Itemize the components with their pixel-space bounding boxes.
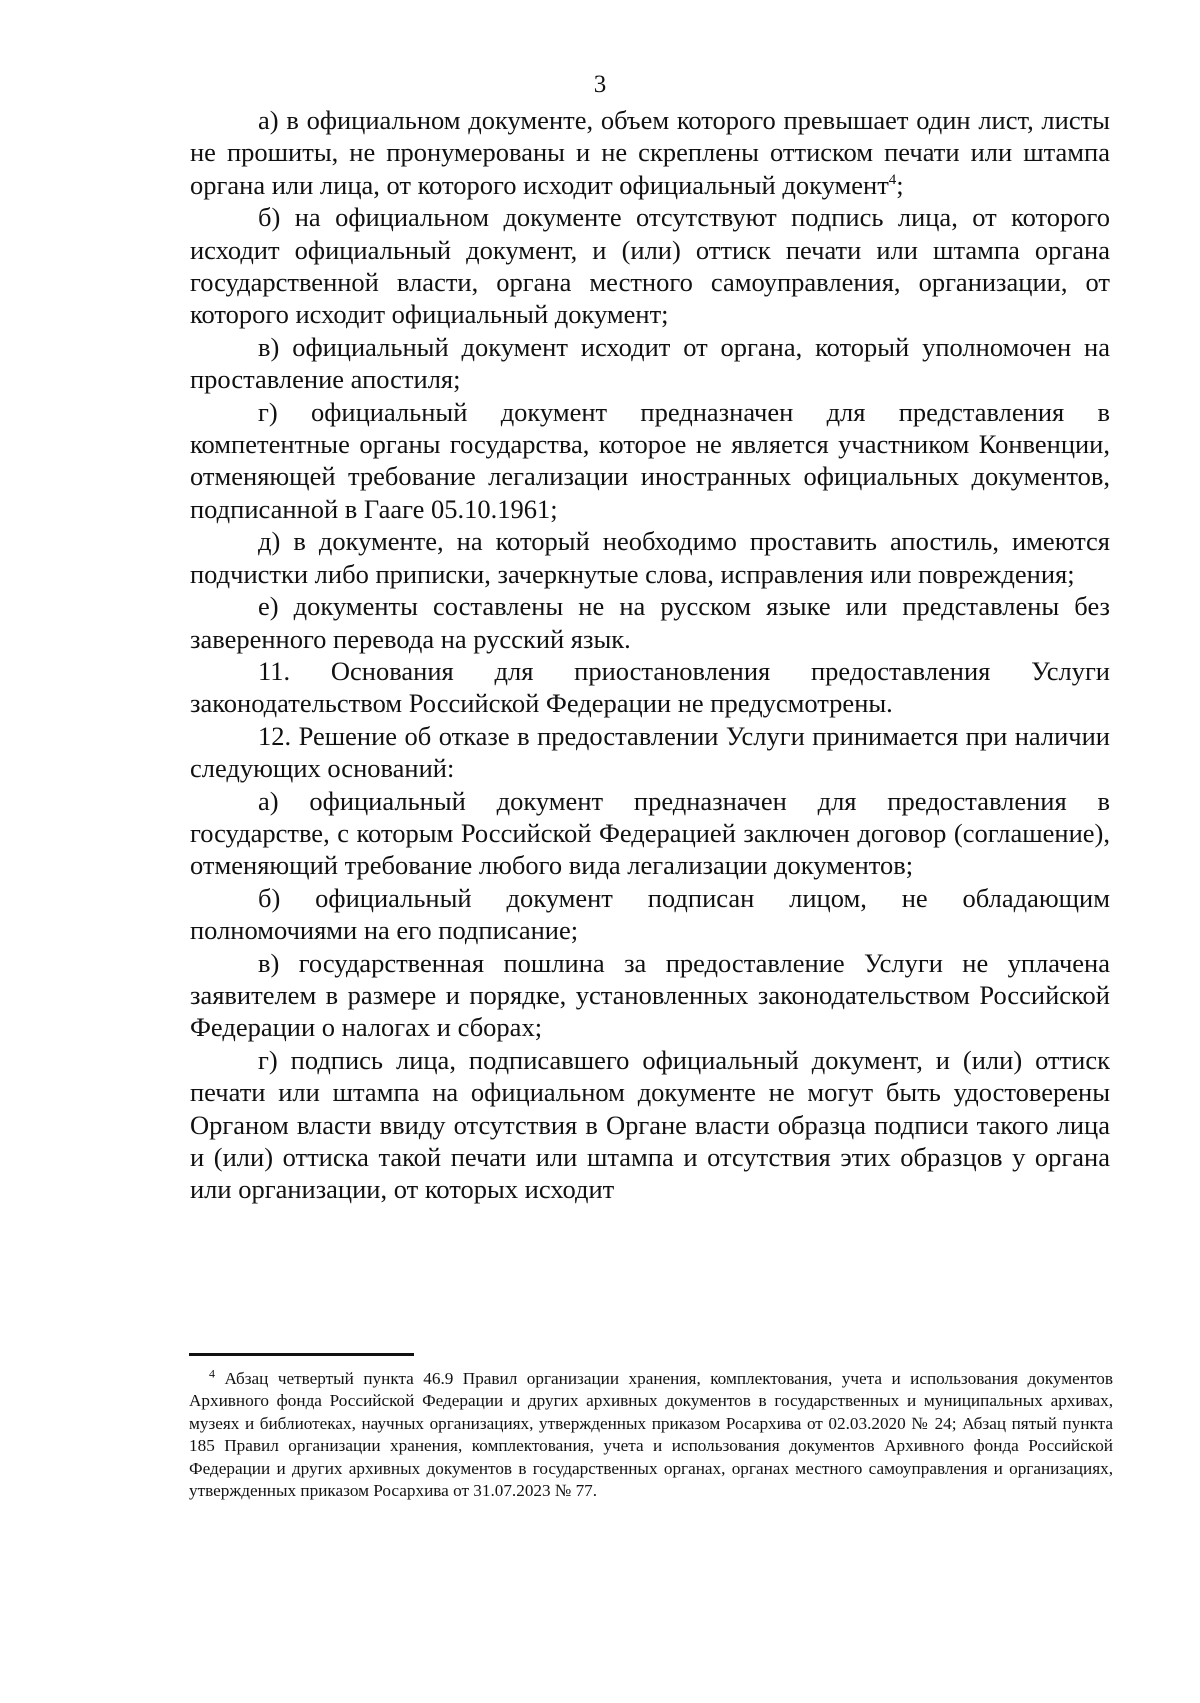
footnote	[189, 1368, 1113, 1502]
body-text	[190, 104, 1110, 1206]
footnote-divider	[189, 1353, 414, 1356]
paragraph-tail: ;	[896, 169, 904, 200]
page-number: 3	[593, 71, 607, 98]
paragraph-12a: а) официальный документ предназначен для предоставления в государстве, с которым Российской Федерацией заключен договор (соглашение), отменяющий требование любого вида легализации документов;	[190, 785, 1110, 881]
paragraph-10a	[190, 104, 1110, 201]
paragraph-10d: д) в документе, на который необходимо проставить апостиль, имеются подчистки либо приписки, зачеркнутые слова, исправления или повреждения;	[190, 526, 1110, 589]
paragraph-text: а) в официальном документе, объем которого превышает один лист, листы не прошиты, не пронумерованы и не скреплены оттиском печати или штампа органа или лица, от которого исходит официальный документ	[190, 105, 1110, 200]
paragraph-12v: в) государственная пошлина за предоставление Услуги не уплачена заявителем в размере и порядке, установленных законодательством Российской Федерации о налогах и сборах;	[190, 947, 1110, 1043]
paragraph-12b: б) официальный документ подписан лицом, не обладающим полномочиями на его подписание;	[190, 882, 1110, 946]
paragraph-10v: в) официальный документ исходит от органа, который уполномочен на проставление апостиля;	[190, 331, 1110, 395]
footnote-text: Абзац четвертый пункта 46.9 Правил организации хранения, комплектования, учета и использования документов Архивного фонда Российской Федерации и других архивных документов в государственных и муниципальных архивах, музеях и библиотеках, научных организациях, утвержденных приказом Росархива от 02.03.2020 № 24; Абзац пятый пункта 185 Правил организации хранения, комплектования, учета и использования документов Архивного фонда Российской Федерации и других архивных документов в государственных органах, органах местного самоуправления и организациях, утвержденных приказом Росархива от 31.07.2023 № 77.	[189, 1369, 1113, 1501]
footnote-marker: 4	[209, 1366, 215, 1381]
paragraph-12: 12. Решение об отказе в предоставлении Услуги принимается при наличии следующих оснований:	[190, 720, 1110, 784]
paragraph-12g: г) подпись лица, подписавшего официальный документ, и (или) оттиск печати или штампа на официальном документе не могут быть удостоверены Органом власти ввиду отсутствия в Органе власти образца подписи такого лица и (или) оттиска такой печати или штампа и отсутствия этих образцов у органа или организации, от которых исходит	[190, 1044, 1110, 1205]
paragraph-10g: г) официальный документ предназначен для представления в компетентные органы государства, которое не является участником Конвенции, отменяющей требование легализации иностранных официальных документов, подписанной в Гааге 05.10.1961;	[190, 396, 1110, 524]
paragraph-11: 11. Основания для приостановления предоставления Услуги законодательством Российской Федерации не предусмотрены.	[190, 655, 1110, 719]
footnote-reference[interactable]: 4	[888, 171, 897, 188]
paragraph-10b: б) на официальном документе отсутствуют подпись лица, от которого исходит официальный документ, и (или) оттиск печати или штампа органа государственной власти, органа местного самоуправления, организации, от которого исходит официальный документ;	[190, 202, 1110, 330]
paragraph-10e: е) документы составлены не на русском языке или представлены без заверенного перевода на русский язык.	[190, 591, 1110, 654]
